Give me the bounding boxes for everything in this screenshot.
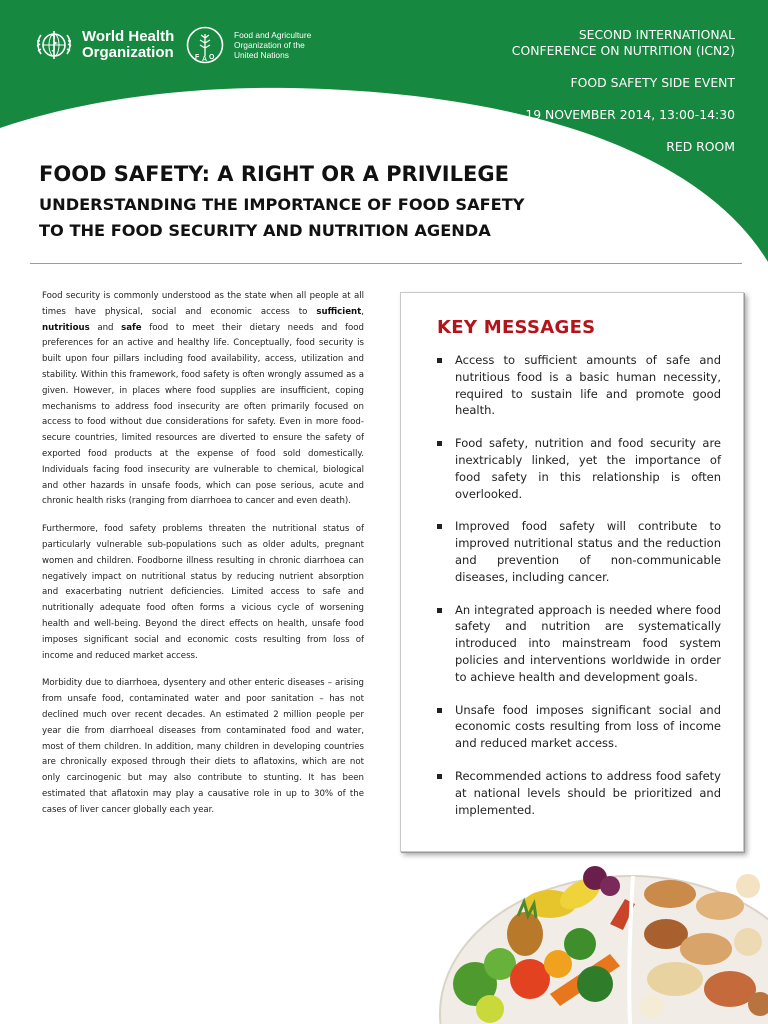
food-plate-illustration <box>430 864 768 1024</box>
key-message-text: Improved food safety will contribute to improved nutritional status and the reduction and prevention of non-communicable diseases, including cancer. <box>455 519 721 584</box>
fao-name <box>234 30 330 60</box>
who-name <box>82 29 182 61</box>
bullet-icon <box>437 441 442 446</box>
page-title: FOOD SAFETY: A RIGHT OR A PRIVILEGE <box>39 162 509 186</box>
bullet-icon <box>437 358 442 363</box>
title-divider <box>30 263 742 264</box>
food-plate-image <box>430 864 768 1024</box>
key-message-item <box>437 702 721 752</box>
event-info <box>512 27 735 155</box>
title-block <box>39 160 599 244</box>
fao-name-line1: Food and Agriculture <box>234 30 312 40</box>
key-messages-list <box>437 352 721 818</box>
fao-name-line3: United Nations <box>234 50 289 60</box>
p1-bold-safe: safe <box>121 322 142 333</box>
p1-bold-sufficient: sufficient <box>316 306 362 317</box>
key-message-text: Recommended actions to address food safety at national levels should be prioritized and implemented. <box>455 768 721 817</box>
key-message-item <box>437 602 721 686</box>
key-message-text: Unsafe food imposes significant social and economic costs resulting from loss of income and reduced market access. <box>455 702 721 751</box>
page-subtitle <box>39 192 599 244</box>
key-messages-box <box>400 292 744 852</box>
p1-bold-nutritious: nutritious <box>42 322 90 333</box>
key-message-item <box>437 435 721 502</box>
event-date-time: 19 NOVEMBER 2014, 13:00-14:30 <box>525 107 735 122</box>
body-paragraph-3: Morbidity due to diarrhoea, dysentery and other enteric diseases – arising from unsafe food, contaminated water and poor sanitation – has not declined much over recent decades. An estimated 2 million people per year die from diarrhoeal diseases from contaminated food and water, most of them children. In addition, many children in developing countries are chronically exposed through their diets to aflatoxins, which are not only carcinogenic but may also contribute to stunting. It has been estimated that aflatoxin may play a causative role in up to 30% of the cases of liver cancer globally each year. <box>42 678 364 815</box>
key-message-text: Access to sufficient amounts of safe and nutritious food is a basic human necessity, required to sustain life and promote good health. <box>455 353 721 418</box>
key-message-item <box>437 518 721 585</box>
subtitle-line1: UNDERSTANDING THE IMPORTANCE OF FOOD SAFETY <box>39 195 525 214</box>
p1-separator-1: , <box>361 306 364 317</box>
key-message-text: Food safety, nutrition and food security are inextricably linked, yet the importance of food safety in this relationship is often overlooked. <box>455 436 721 501</box>
who-logo <box>32 26 182 64</box>
fao-name-line2: Organization of the <box>234 40 305 50</box>
bullet-icon <box>437 708 442 713</box>
side-event-label: FOOD SAFETY SIDE EVENT <box>570 75 735 90</box>
fao-logo <box>186 26 330 64</box>
event-room: RED ROOM <box>666 139 735 154</box>
body-paragraph-2: Furthermore, food safety problems threaten the nutritional status of particularly vulnerable sub-populations such as older adults, pregnant women and children. Foodborne illness resulting in chronic diarrhoea can negatively impact on nutritional status by reducing nutrient absorption and exacerbating nutrient deficiencies. Limited access to safe and nutritionally adequate food often forms a vicious cycle of worsening health and well-being. Beyond the direct effects on health, unsafe food imposes significant social and economic costs resulting from loss of income and reduced market access. <box>42 524 364 661</box>
svg-text:O: O <box>209 54 215 61</box>
bullet-icon <box>437 524 442 529</box>
p1-separator-2: and <box>89 322 122 333</box>
event-name-line1: SECOND INTERNATIONAL <box>578 27 735 42</box>
who-emblem-icon <box>32 26 76 64</box>
fao-emblem-icon <box>186 26 224 64</box>
who-name-line1: World Health <box>82 28 175 45</box>
key-messages-heading: KEY MESSAGES <box>437 317 596 338</box>
key-message-item <box>437 768 721 818</box>
svg-text:F: F <box>195 54 200 61</box>
body-paragraph-1 <box>42 289 364 510</box>
event-name-line2: CONFERENCE ON NUTRITION (ICN2) <box>511 43 735 58</box>
key-message-item <box>437 352 721 419</box>
svg-text:A: A <box>202 56 208 63</box>
p1-text-start: Food security is commonly understood as the state when all people at all times have physical, social and economic access to <box>42 291 364 317</box>
subtitle-line2: TO THE FOOD SECURITY AND NUTRITION AGENDA <box>39 221 491 240</box>
p1-text-end: food to meet their dietary needs and food preferences for an active and healthy life. Conceptually, food security is built upon four pillars including food availability, access, utilization and stability. Within this framework, food safety is often wrongly assumed as a given. However, in places where food supplies are insufficient, coping mechanisms to address food insecurity are often primarily focused on access to food without due considerations for safety. Even in more food-secure countries, limited resources are diverted to ensure the safety of exported food products at the expense of food sold domestically. Individuals facing food insecurity are vulnerable to chemical, biological and other hazards in unsafe foods, which can pose serious, acute and chronic health risks (ranging from diarrhoea to cancer and even death). <box>42 322 364 507</box>
body-text-column <box>42 289 364 831</box>
bullet-icon <box>437 608 442 613</box>
bullet-icon <box>437 774 442 779</box>
key-message-text: An integrated approach is needed where food safety and nutrition are systematically introduced into mainstream food system policies and interventions worldwide in order to achieve health and development goals. <box>455 602 721 684</box>
who-name-line2: Organization <box>82 44 174 61</box>
